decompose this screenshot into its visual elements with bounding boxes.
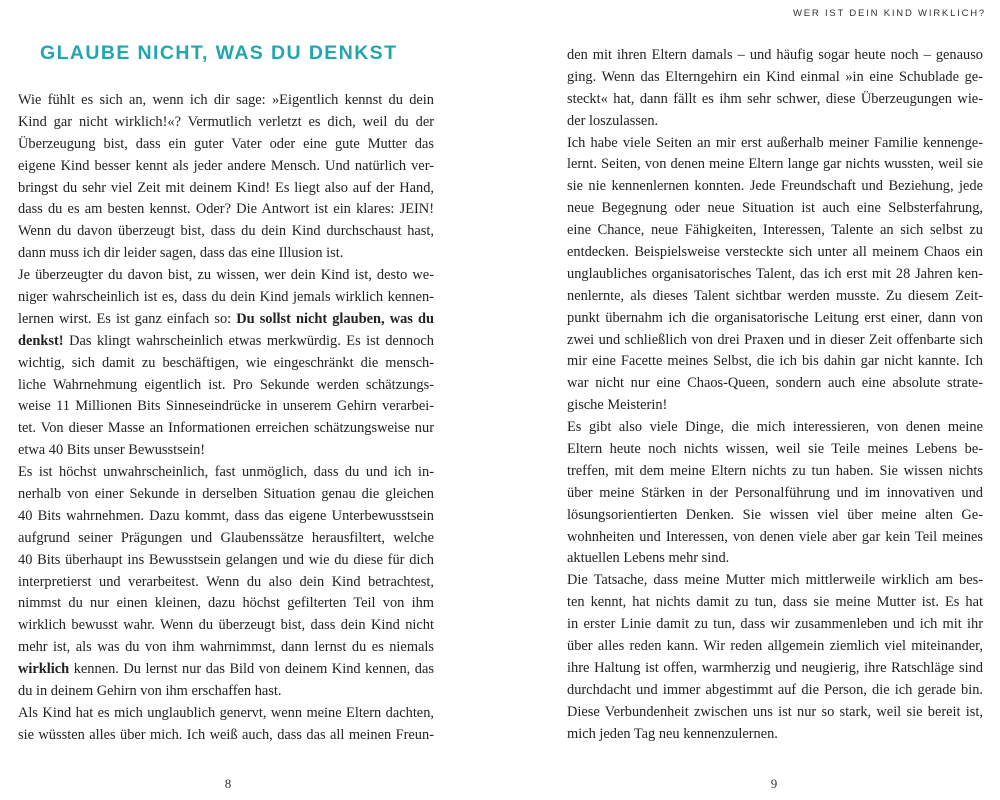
text-line: lösungsorientierten Denken. Sie wissen viel über meine alten Ge- — [567, 506, 983, 523]
text-run: lernen wirst. Es ist ganz einfach so: — [18, 310, 237, 327]
text-line: Ich habe viele Seiten an mir erst außerhalb meiner Familie kennenge- — [567, 134, 983, 151]
running-head: WER IST DEIN KIND WIRKLICH? — [792, 8, 986, 19]
right-page-body — [567, 45, 983, 746]
text-line: gische Meisterin! — [567, 397, 668, 414]
text-run: Das klingt wahrscheinlich etwas merkwürdig. Es ist dennoch — [63, 332, 434, 349]
text-line: nenlernte, als dieses Talent sichtbar werden musste. Zu diesem Zeit- — [567, 287, 983, 304]
text-line: dann muss ich dir leider sagen, dass das eine Illusion ist. — [18, 245, 344, 262]
text-line: ihre Haltung ist offen, warmherzig und neugierig, ihre Ratschläge sind — [567, 659, 983, 676]
text-line: treffen, mit dem meine Eltern nichts zu tun haben. Sie wissen nichts — [567, 462, 983, 479]
text-line: 40 Bits überhaupt ins Bewusstsein gelangen und wie du diese für dich — [18, 551, 434, 568]
text-line: Als Kind hat es mich unglaublich genervt, wenn meine Eltern dachten, — [18, 704, 434, 721]
text-line: mehr ist, als was du von ihm wahrnimmst, dann lernst du es niemals — [18, 639, 434, 656]
text-line: nerhalb von einer Sekunde in derselben Situation genau die gleichen — [18, 486, 434, 503]
text-line: lernt. Seiten, von denen meine Eltern lange gar nichts wussten, weil sie — [567, 156, 983, 173]
text-line: steckt« hat, dann fällt es ihm sehr schwer, diese Überzeugungen wie- — [567, 90, 983, 107]
text-line: ten kennt, hat nichts damit zu tun, dass sie meine Mutter ist. Es hat — [567, 594, 983, 611]
text-line: Diese Verbundenheit zwischen uns ist nur so stark, weil sie bereit ist, — [567, 703, 983, 720]
text-line: interpretierst und verarbeitest. Wenn du also dein Kind betrachtest, — [18, 573, 434, 590]
text-line: weise 11 Millionen Bits Sinneseindrücke in unserem Gehirn verarbei- — [18, 398, 434, 415]
text-line: mich jeden Tag neu kennenzulernen. — [567, 725, 778, 742]
text-line: unglaubliches organisatorisches Talent, das ich erst mit 28 Jahren ken- — [567, 265, 983, 282]
text-line: den mit ihren Eltern damals – und häufig sogar heute noch – genauso — [567, 47, 983, 63]
text-line: sie wüssten alles über mich. Ich weiß auch, dass das all meinen Freun- — [18, 726, 434, 743]
text-line: wohnheiten und Interessen, von denen viele aber gar kein Teil meines — [567, 528, 983, 545]
text-line: 40 Bits wahrnehmen. Dazu kommt, dass das eigene Unterbewusstsein — [18, 507, 434, 524]
text-line: neue Begegnung oder neue Situation ist auch eine Selbsterfahrung, — [567, 200, 983, 217]
text-line: Eltern heute noch nichts wissen, weil sie Teile meines Lebens be- — [567, 441, 983, 458]
bold-text-run: denkst! — [18, 332, 64, 349]
bold-text-run: Du sollst nicht glauben, was du — [236, 310, 434, 327]
text-line: punkt übernahm ich die organisatorische Leitung erst einer, dann von — [567, 309, 983, 326]
text-line: Überzeugung bist, dass ein guter Vater oder eine gute Mutter das — [18, 135, 434, 152]
text-line: wichtig, sich damit zu beschäftigen, wie eingeschränkt die mensch- — [18, 354, 434, 371]
text-line: niger wahrscheinlich ist es, dass du dein Kind jemals wirklich kennen- — [18, 289, 434, 306]
text-line: Es ist höchst unwahrscheinlich, fast unmöglich, dass du und ich in- — [18, 464, 434, 481]
text-line: Wenn du davon überzeugt bist, dass du dein Kind durchschaust hast, — [18, 223, 434, 240]
left-page-body — [18, 90, 434, 747]
text-line: sie nie kennenlernen konnten. Jede Freundschaft und Beziehung, jede — [567, 178, 983, 195]
text-line: war nicht nur eine Chaos-Queen, sondern auch eine absolute strate- — [567, 375, 983, 392]
text-line: Die Tatsache, dass meine Mutter mich mittlerweile wirklich am bes- — [567, 572, 983, 589]
text-line: dass du es am besten kennst. Oder? Die Antwort ist ein klares: JEIN! — [18, 201, 434, 218]
text-line: Es gibt also viele Dinge, die mich interessieren, von denen meine — [567, 419, 983, 436]
text-line: Wie fühlt es sich an, wenn ich dir sage: »Eigentlich kennst du dein — [18, 92, 434, 108]
text-run: kennen. Du lernst nur das Bild von deinem Kind kennen, das — [69, 661, 434, 678]
text-line — [18, 331, 434, 353]
text-line: etwa 40 Bits unser Bewusstsein! — [18, 442, 206, 459]
text-line: aktuellen Lebens mehr sind. — [567, 550, 730, 567]
text-line: Kind gar nicht wirklich!«? Vermutlich verletzt es dich, weil du der — [18, 113, 434, 130]
page-number-left: 8 — [224, 776, 232, 791]
text-line: bringst du sehr viel Zeit mit deinem Kind! Es liegt also auf der Hand, — [18, 179, 434, 196]
text-line: in erster Linie damit zu tun, dass wir zusammenleben und ich mit ihr — [567, 616, 983, 633]
text-line: durchdacht und immer abgestimmt auf die Person, die ich gerade bin. — [567, 681, 983, 698]
text-line: über alles reden kann. Wir reden allgemein ziemlich viel miteinander, — [567, 638, 983, 655]
text-line: ging. Wenn das Elterngehirn ein Kind einmal »in eine Schublade ge- — [567, 68, 983, 85]
text-line: wirklich bewusst wahr. Wenn du überzeugt bist, dass dein Kind nicht — [18, 617, 434, 634]
text-line: entdecken. Beispielsweise versteckte sich unter all meinem Chaos ein — [567, 244, 983, 261]
text-line: eine Chance, neue Fähigkeiten, Interessen, Talente an sich selbst zu — [567, 222, 983, 239]
text-line — [18, 659, 434, 681]
bold-text-run: wirklich — [18, 661, 70, 678]
text-line: aufgrund seiner Prägungen und Glaubenssätze herausfiltert, welche — [18, 529, 434, 546]
text-line: mir eine Facette meines Selbst, die ich bis dahin gar nicht kannte. Ich — [567, 353, 983, 370]
text-line — [18, 309, 434, 331]
text-line: zwei und schließlich von drei Praxen und in dieser Zeit offenbarte sich — [567, 331, 983, 348]
text-line: nimmst du nur einen kleinen, dazu höchst gefilterten Teil von ihm — [18, 595, 434, 612]
text-line: Je überzeugter du davon bist, zu wissen, wer dein Kind ist, desto we- — [18, 267, 434, 284]
text-line: liche Wahrnehmung eigentlich ist. Pro Sekunde werden schätzungs- — [18, 376, 434, 393]
text-line: über meine Stärken in der Personalführung und im innovativen und — [567, 484, 983, 501]
text-line: du in deinem Gehirn von ihm erschaffen hast. — [18, 683, 282, 700]
page-number-right: 9 — [770, 776, 778, 791]
chapter-title: GLAUBE NICHT, WAS DU DENKST — [40, 42, 398, 64]
text-line: der loszulassen. — [567, 112, 659, 129]
right-page — [500, 0, 1000, 800]
text-line: eigene Kind besser kennt als jeder andere Mensch. Und natürlich ver- — [18, 157, 434, 174]
text-line: tet. Von dieser Masse an Informationen erreichen schätzungsweise nur — [18, 420, 434, 437]
